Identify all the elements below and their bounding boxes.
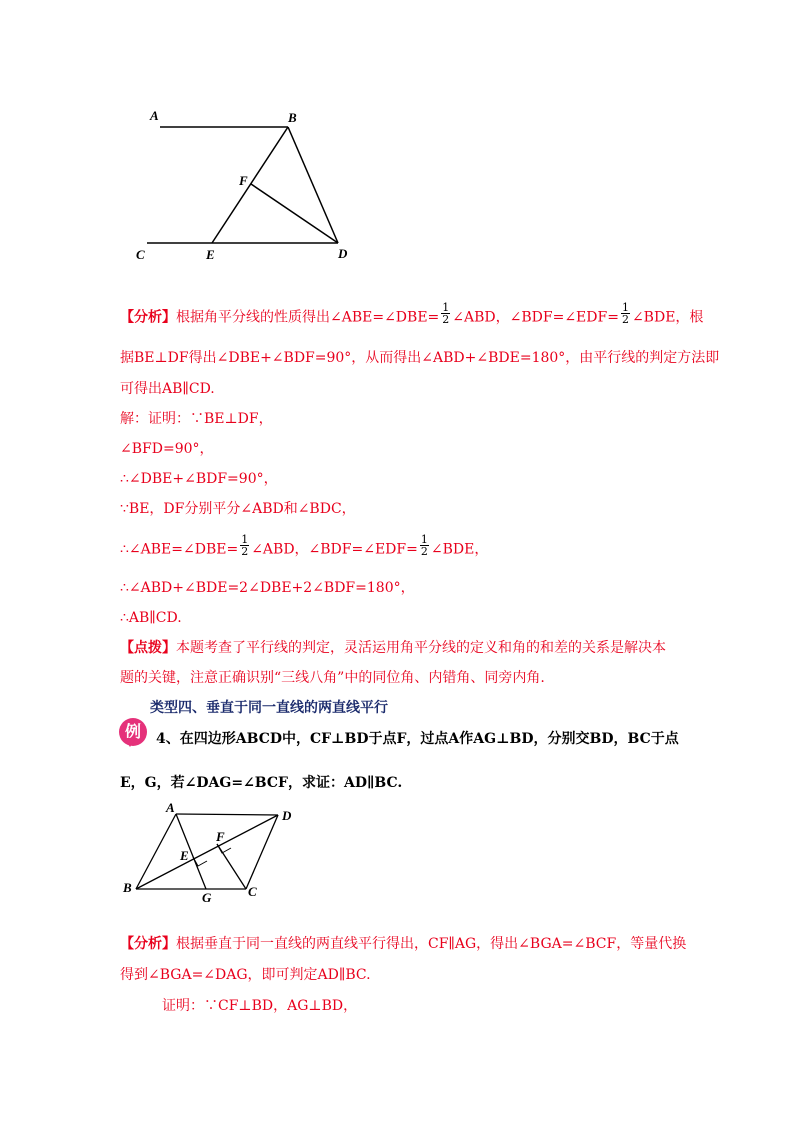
- fraction-numerator: 1: [420, 533, 428, 546]
- analysis2-text-1: 根据垂直于同一直线的两直线平行得出，CF∥AG，得出∠BGA=∠BCF，等量代换: [176, 936, 687, 952]
- solution-line1: 解：证明：∵BE⊥DF，: [120, 411, 273, 427]
- fraction-numerator: 1: [621, 301, 629, 314]
- analysis2-line1: [120, 934, 686, 954]
- label-F: F: [216, 829, 225, 844]
- fraction-numerator: 1: [241, 533, 249, 546]
- figure-parallel-lines-bisectors: [120, 100, 380, 270]
- example-badge-icon: 例: [119, 718, 147, 746]
- analysis1-line2: 据BE⊥DF得出∠DBE+∠BDF=90°，从而得出∠ABD+∠BDE=180°，由平行线的判定方法即: [120, 350, 720, 366]
- solution-line5: [120, 533, 489, 561]
- label-D: D: [338, 246, 348, 261]
- label-G: G: [202, 890, 212, 905]
- fraction-half: [240, 534, 249, 557]
- analysis2-line2: 得到∠BGA=∠DAG，即可判定AD∥BC.: [120, 967, 371, 983]
- badge-tail-icon: [124, 738, 136, 747]
- analysis-tag: 【分析】: [120, 936, 176, 952]
- label-A: A: [150, 108, 159, 123]
- label-C: C: [136, 247, 145, 262]
- analysis1-line3: 可得出AB∥CD.: [120, 381, 215, 397]
- solution5-text-a: ∴∠ABE=∠DBE=: [120, 541, 239, 558]
- label-E: E: [206, 247, 215, 262]
- tip-tag: 【点拨】: [120, 640, 176, 656]
- solution-line2: ∠BFD=90°，: [120, 441, 214, 457]
- label-D: D: [282, 808, 292, 823]
- solution-line6: ∴∠ABD+∠BDE=2∠DBE+2∠BDF=180°，: [120, 580, 415, 596]
- label-B: B: [288, 110, 297, 125]
- label-F: F: [239, 173, 248, 188]
- solution-line3: ∴∠DBE+∠BDF=90°，: [120, 471, 278, 487]
- analysis1-line1: [120, 301, 704, 329]
- fraction-numerator: 1: [442, 301, 450, 314]
- figure-quadrilateral: [118, 800, 318, 910]
- analysis1-text-b: ∠ABD，∠BDF=∠EDF=: [452, 309, 619, 326]
- fraction-denominator: 2: [241, 545, 249, 558]
- label-A: A: [166, 800, 175, 815]
- solution5-text-b: ∠ABD，∠BDF=∠EDF=: [251, 541, 418, 558]
- tip-text-1: 本题考查了平行线的判定，灵活运用角平分线的定义和角的和差的关系是解决本: [176, 640, 666, 656]
- question-line1: 4、在四边形ABCD中，CF⊥BD于点F，过点A作AG⊥BD，分别交BD，BC于点: [156, 731, 679, 747]
- tip-line1: [120, 638, 666, 658]
- label-B: B: [123, 880, 132, 895]
- fraction-denominator: 2: [442, 313, 450, 326]
- solution-line4: ∵BE，DF分别平分∠ABD和∠BDC，: [120, 501, 356, 517]
- tip-line2: 题的关键，注意正确识别“三线八角”中的同位角、内错角、同旁内角.: [120, 670, 545, 686]
- analysis1-text-c: ∠BDE，根: [631, 309, 704, 326]
- analysis1-text-a: 根据角平分线的性质得出∠ABE=∠DBE=: [176, 309, 440, 326]
- question-line2: E，G，若∠DAG=∠BCF，求证：AD∥BC.: [120, 775, 403, 791]
- section-title: 类型四、垂直于同一直线的两直线平行: [150, 700, 388, 716]
- fraction-half: [420, 534, 429, 557]
- analysis-tag: 【分析】: [120, 309, 176, 326]
- fraction-half: [621, 302, 630, 325]
- label-C: C: [248, 884, 257, 899]
- fraction-denominator: 2: [621, 313, 629, 326]
- solution-line7: ∴AB∥CD.: [120, 610, 182, 626]
- label-E: E: [180, 848, 189, 863]
- proof-line1: 证明：∵CF⊥BD，AG⊥BD，: [162, 998, 358, 1014]
- fraction-half: [441, 302, 450, 325]
- fraction-denominator: 2: [420, 545, 428, 558]
- solution5-text-c: ∠BDE，: [430, 541, 489, 558]
